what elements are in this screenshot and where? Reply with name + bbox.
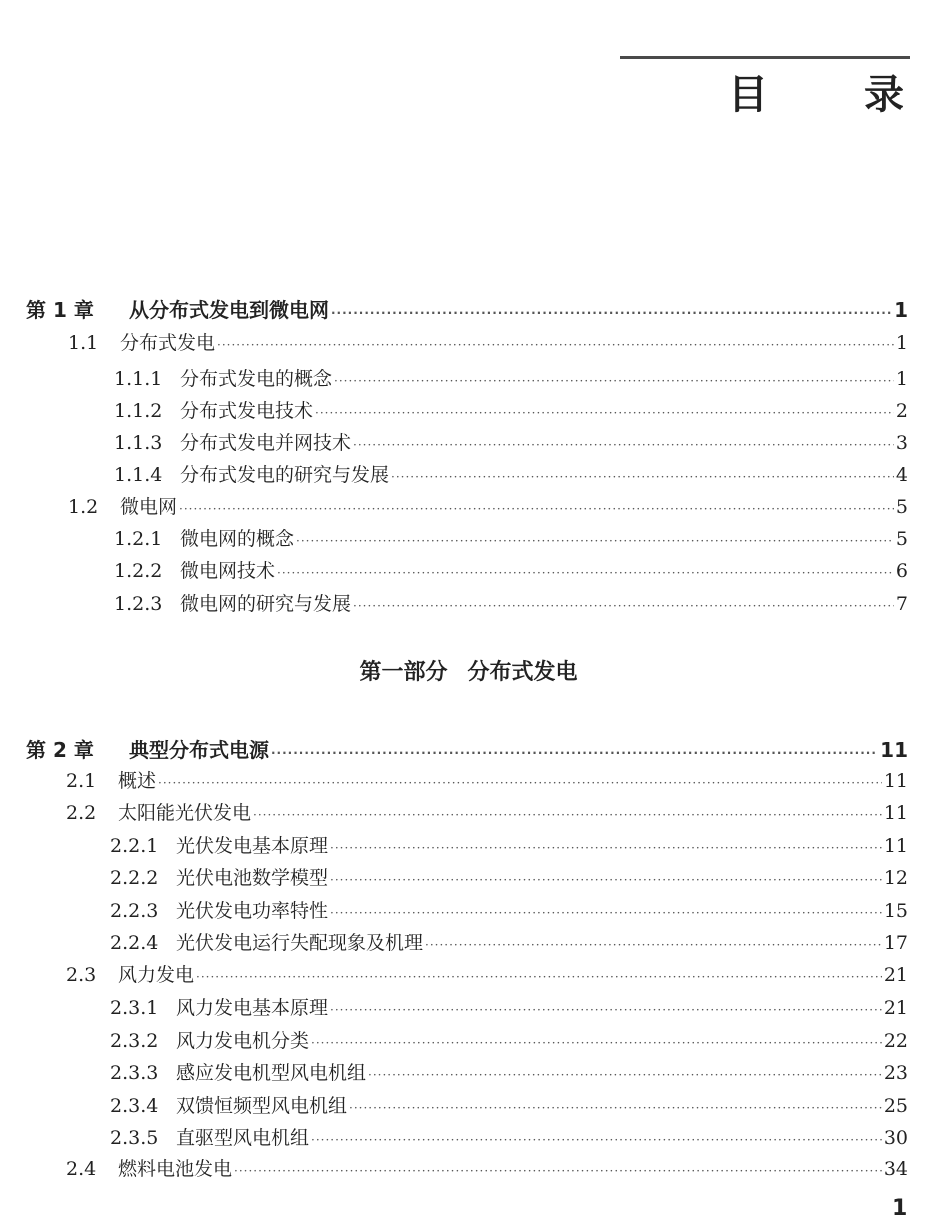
subsection-number: 2.2.1 [110, 835, 159, 857]
toc-section-2-3[interactable] [66, 960, 908, 987]
subsection-number: 1.2.2 [114, 560, 163, 582]
dot-leader [179, 502, 894, 516]
toc-section-2-1[interactable] [66, 766, 908, 793]
part-label: 第一部分 [359, 659, 448, 685]
section-number: 2.3 [66, 964, 97, 986]
page-ref: 5 [895, 496, 908, 518]
dot-leader [253, 808, 882, 822]
subsection-title: 分布式发电的概念 [180, 368, 333, 390]
subsection-number: 2.3.3 [110, 1062, 159, 1084]
toc-subsection-2-2-1[interactable] [110, 831, 908, 858]
toc-subsection-2-3-5[interactable] [110, 1123, 908, 1150]
section-title: 概述 [118, 770, 157, 792]
page-title-char-1: 目 [728, 72, 768, 118]
section-title: 微电网 [120, 496, 178, 518]
section-title: 分布式发电 [120, 332, 216, 354]
toc-chapter-1[interactable] [26, 294, 908, 323]
page-ref: 1 [895, 368, 908, 390]
dot-leader [217, 338, 894, 352]
dot-leader [349, 1101, 882, 1115]
subsection-title: 分布式发电技术 [180, 400, 314, 422]
subsection-title: 分布式发电并网技术 [180, 432, 352, 454]
page-ref: 1 [894, 298, 908, 322]
page-ref: 2 [895, 400, 908, 422]
section-number: 2.2 [66, 802, 97, 824]
page-ref: 11 [883, 802, 908, 824]
page-ref: 23 [883, 1062, 908, 1084]
toc-subsection-2-2-4[interactable] [110, 928, 908, 955]
dot-leader [331, 306, 892, 320]
dot-leader [353, 599, 894, 613]
toc-subsection-2-3-2[interactable] [110, 1026, 908, 1053]
section-number: 2.4 [66, 1158, 97, 1180]
page-ref: 22 [883, 1030, 908, 1052]
subsection-title: 光伏发电运行失配现象及机理 [176, 932, 424, 954]
header-rule [620, 56, 910, 59]
part-title: 分布式发电 [467, 659, 578, 685]
toc-subsection-2-3-4[interactable] [110, 1091, 908, 1118]
page-ref: 15 [883, 900, 908, 922]
dot-leader [353, 438, 894, 452]
toc-subsection-2-3-3[interactable] [110, 1058, 908, 1085]
subsection-number: 2.2.2 [110, 867, 159, 889]
subsection-title: 直驱型风电机组 [176, 1127, 310, 1149]
toc-subsection-1-1-3[interactable] [114, 428, 908, 455]
toc-section-1-2[interactable] [68, 492, 908, 519]
page-ref: 6 [895, 560, 908, 582]
subsection-title: 光伏发电基本原理 [176, 835, 329, 857]
dot-leader [234, 1164, 882, 1178]
page-ref: 5 [895, 528, 908, 550]
toc-subsection-2-2-2[interactable] [110, 863, 908, 890]
dot-leader [277, 566, 894, 580]
chapter-number: 第 1 章 [26, 298, 94, 322]
toc-subsection-1-2-2[interactable] [114, 556, 908, 583]
page-ref: 1 [895, 332, 908, 354]
dot-leader [330, 873, 882, 887]
subsection-number: 2.3.4 [110, 1095, 159, 1117]
page-ref: 3 [895, 432, 908, 454]
subsection-title: 微电网的概念 [180, 528, 295, 550]
dot-leader [271, 746, 878, 760]
section-title: 太阳能光伏发电 [118, 802, 252, 824]
toc-subsection-1-2-3[interactable] [114, 589, 908, 616]
subsection-number: 2.2.4 [110, 932, 159, 954]
page-ref: 7 [895, 593, 908, 615]
subsection-number: 1.1.3 [114, 432, 163, 454]
page-ref: 21 [883, 964, 908, 986]
subsection-number: 2.2.3 [110, 900, 159, 922]
dot-leader [391, 470, 894, 484]
dot-leader [196, 970, 882, 984]
page-title-char-2: 录 [864, 72, 904, 118]
toc-subsection-1-1-2[interactable] [114, 396, 908, 423]
subsection-title: 光伏电池数学模型 [176, 867, 329, 889]
toc-section-2-4[interactable] [66, 1154, 908, 1181]
page-ref: 25 [883, 1095, 908, 1117]
section-title: 风力发电 [118, 964, 195, 986]
toc-chapter-2[interactable] [26, 734, 908, 763]
toc-subsection-2-3-1[interactable] [110, 993, 908, 1020]
subsection-title: 光伏发电功率特性 [176, 900, 329, 922]
subsection-title: 双馈恒频型风电机组 [176, 1095, 348, 1117]
subsection-number: 1.2.3 [114, 593, 163, 615]
toc-subsection-1-2-1[interactable] [114, 524, 908, 551]
page-ref: 34 [883, 1158, 908, 1180]
dot-leader [296, 534, 894, 548]
section-number: 1.2 [68, 496, 99, 518]
page-ref: 11 [883, 835, 908, 857]
dot-leader [368, 1068, 882, 1082]
subsection-number: 1.1.1 [114, 368, 163, 390]
page-ref: 11 [880, 738, 908, 762]
subsection-number: 2.3.2 [110, 1030, 159, 1052]
dot-leader [330, 1003, 882, 1017]
chapter-title: 典型分布式电源 [129, 738, 269, 762]
toc-section-1-1[interactable] [68, 328, 908, 355]
subsection-number: 1.1.4 [114, 464, 163, 486]
part-heading [0, 655, 937, 686]
page-ref: 30 [883, 1127, 908, 1149]
dot-leader [330, 906, 882, 920]
dot-leader [315, 406, 894, 420]
subsection-title: 风力发电机分类 [176, 1030, 310, 1052]
toc-subsection-1-1-1[interactable] [114, 364, 908, 391]
subsection-title: 微电网技术 [180, 560, 276, 582]
toc-section-2-2[interactable] [66, 798, 908, 825]
dot-leader [330, 841, 882, 855]
section-number: 2.1 [66, 770, 97, 792]
page-ref: 11 [883, 770, 908, 792]
chapter-number: 第 2 章 [26, 738, 94, 762]
subsection-number: 2.3.5 [110, 1127, 159, 1149]
page-ref: 17 [883, 932, 908, 954]
page-ref: 12 [883, 867, 908, 889]
section-title: 燃料电池发电 [118, 1158, 233, 1180]
subsection-number: 2.3.1 [110, 997, 159, 1019]
dot-leader [425, 938, 882, 952]
page-ref: 4 [895, 464, 908, 486]
subsection-number: 1.1.2 [114, 400, 163, 422]
page-number: 1 [892, 1196, 908, 1221]
subsection-title: 分布式发电的研究与发展 [180, 464, 390, 486]
subsection-title: 微电网的研究与发展 [180, 593, 352, 615]
toc-subsection-1-1-4[interactable] [114, 460, 908, 487]
chapter-title: 从分布式发电到微电网 [129, 298, 329, 322]
dot-leader [334, 374, 894, 388]
section-number: 1.1 [68, 332, 99, 354]
dot-leader [311, 1133, 882, 1147]
dot-leader [158, 776, 882, 790]
dot-leader [311, 1036, 882, 1050]
subsection-title: 风力发电基本原理 [176, 997, 329, 1019]
subsection-title: 感应发电机型风电机组 [176, 1062, 367, 1084]
toc-subsection-2-2-3[interactable] [110, 896, 908, 923]
subsection-number: 1.2.1 [114, 528, 163, 550]
page-ref: 21 [883, 997, 908, 1019]
